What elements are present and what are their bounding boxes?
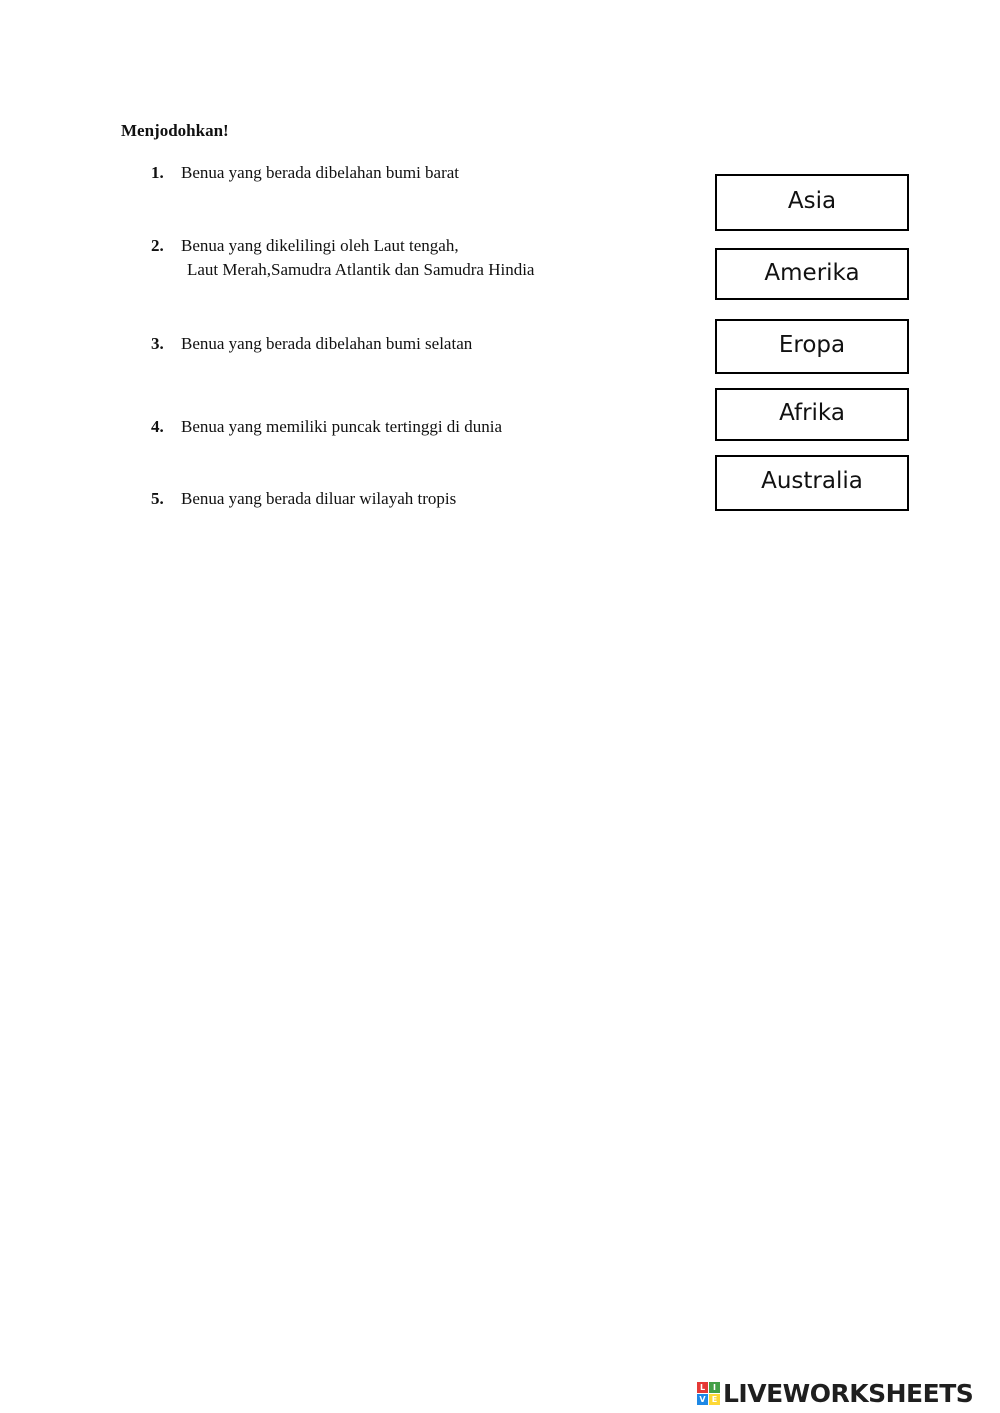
question-text: Benua yang memiliki puncak tertinggi di dunia: [181, 417, 503, 436]
question-number: 1.: [151, 163, 164, 182]
worksheet-heading: Menjodohkan!: [121, 121, 229, 140]
question-number: 5.: [151, 489, 164, 508]
answer-option-amerika[interactable]: Amerika: [715, 248, 909, 300]
question-text: Benua yang dikelilingi oleh Laut tengah,: [181, 236, 459, 255]
question-item: [151, 415, 502, 439]
question-text: Benua yang berada dibelahan bumi selatan: [181, 334, 473, 353]
question-number: 3.: [151, 334, 164, 353]
logo-letter: E: [709, 1394, 720, 1405]
question-text: Benua yang berada dibelahan bumi barat: [181, 163, 460, 182]
liveworksheets-logo-icon: [697, 1382, 720, 1405]
logo-letter: V: [697, 1394, 708, 1405]
liveworksheets-logo: [697, 1377, 973, 1409]
question-number: 4.: [151, 417, 164, 436]
question-number: 2.: [151, 236, 164, 255]
answer-option-eropa[interactable]: Eropa: [715, 319, 909, 374]
liveworksheets-logo-text: LIVEWORKSHEETS: [723, 1378, 974, 1408]
answer-option-australia[interactable]: Australia: [715, 455, 909, 511]
question-item: [151, 332, 472, 356]
question-item: [151, 161, 459, 185]
answer-option-asia[interactable]: Asia: [715, 174, 909, 231]
question-text-continued: Laut Merah,Samudra Atlantik dan Samudra Hindia: [187, 260, 535, 279]
question-item: [151, 234, 534, 282]
logo-letter: I: [709, 1382, 720, 1393]
question-item: [151, 487, 456, 511]
answer-option-afrika[interactable]: Afrika: [715, 388, 909, 441]
question-text: Benua yang berada diluar wilayah tropis: [181, 489, 457, 508]
logo-letter: L: [697, 1382, 708, 1393]
